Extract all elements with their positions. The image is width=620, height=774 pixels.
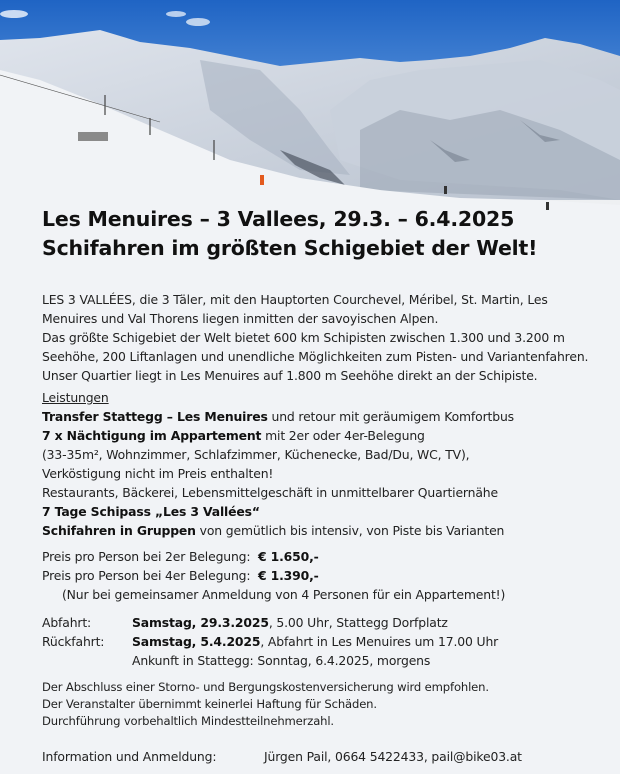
title-line-2: Schifahren im größten Schigebiet der Welt! — [42, 236, 538, 260]
arrival-detail: Ankunft in Stattegg: Sonntag, 6.4.2025, morgens — [132, 653, 431, 668]
service-stay-title: 7 x Nächtigung im Appartement — [42, 428, 262, 443]
contact-section — [42, 747, 522, 766]
note-line: Durchführung vorbehaltlich Mindestteilnehmerzahl. — [42, 714, 334, 728]
service-meals: Verköstigung nicht im Preis enthalten! — [42, 466, 274, 481]
contact-row — [42, 747, 522, 766]
departure-detail: , 5.00 Uhr, Stattegg Dorfplatz — [268, 615, 448, 630]
service-groups-text: von gemütlich bis intensiv, von Piste bis Varianten — [195, 523, 505, 538]
services-section — [42, 388, 514, 540]
price-double-value: € 1.650,- — [258, 549, 319, 564]
service-stay — [42, 426, 514, 445]
service-pass — [42, 502, 514, 521]
service-groups — [42, 521, 514, 540]
title-line-1: Les Menuires – 3 Vallees, 29.3. – 6.4.2025 — [42, 207, 515, 231]
flyer-title — [42, 205, 537, 263]
schedule-arrival — [42, 651, 498, 670]
intro-line: Menuires und Val Thorens liegen inmitten der savoyischen Alpen. — [42, 311, 439, 326]
contact-label: Information und Anmeldung: — [42, 749, 217, 764]
service-pass-title: 7 Tage Schipass „Les 3 Vallées“ — [42, 504, 260, 519]
intro-line: Unser Quartier liegt in Les Menuires auf 1.800 m Seehöhe direkt an der Schipiste. — [42, 368, 538, 383]
services-heading: Leistungen — [42, 390, 109, 405]
schedule-section — [42, 613, 498, 670]
price-quad-label: Preis pro Person bei 4er Belegung: — [42, 568, 259, 583]
price-quad-value: € 1.390,- — [258, 568, 319, 583]
note-line: Der Abschluss einer Storno- und Bergungskostenversicherung wird empfohlen. — [42, 680, 489, 694]
price-double — [42, 547, 505, 566]
price-quad-note: (Nur bei gemeinsamer Anmeldung von 4 Personen für ein Appartement!) — [62, 587, 506, 602]
service-transfer-text: und retour mit geräumigem Komfortbus — [267, 409, 514, 424]
price-quad — [42, 566, 505, 585]
departure-label: Abfahrt: — [42, 615, 92, 630]
note-line: Der Veranstalter übernimmt keinerlei Haftung für Schäden. — [42, 697, 377, 711]
service-stay-detail: (33-35m², Wohnzimmer, Schlafzimmer, Küchenecke, Bad/Du, WC, TV), — [42, 447, 470, 462]
departure-date: Samstag, 29.3.2025 — [132, 615, 269, 630]
return-date: Samstag, 5.4.2025 — [132, 634, 261, 649]
intro-line: LES 3 VALLÉES, die 3 Täler, mit den Hauptorten Courchevel, Méribel, St. Martin, Les — [42, 292, 548, 307]
contact-details: Jürgen Pail, 0664 5422433, pail@bike03.at — [264, 749, 522, 764]
service-groups-title: Schifahren in Gruppen — [42, 523, 196, 538]
intro-line: Das größte Schigebiet der Welt bietet 600 km Schipisten zwischen 1.300 und 3.200 m — [42, 330, 565, 345]
return-label: Rückfahrt: — [42, 634, 105, 649]
service-shops: Restaurants, Bäckerei, Lebensmittelgeschäft in unmittelbarer Quartiernähe — [42, 485, 498, 500]
prices-section — [42, 547, 505, 604]
price-double-label: Preis pro Person bei 2er Belegung: — [42, 549, 259, 564]
service-stay-text: mit 2er oder 4er-Belegung — [261, 428, 425, 443]
return-detail: , Abfahrt in Les Menuires um 17.00 Uhr — [260, 634, 499, 649]
service-transfer-title: Transfer Stattegg – Les Menuires — [42, 409, 268, 424]
schedule-return — [42, 632, 498, 651]
notes-section — [42, 679, 489, 730]
service-transfer — [42, 407, 514, 426]
schedule-departure — [42, 613, 498, 632]
intro-line: Seehöhe, 200 Liftanlagen und unendliche Möglichkeiten zum Pisten- und Variantenfahren. — [42, 349, 589, 364]
intro-paragraph — [42, 290, 588, 385]
